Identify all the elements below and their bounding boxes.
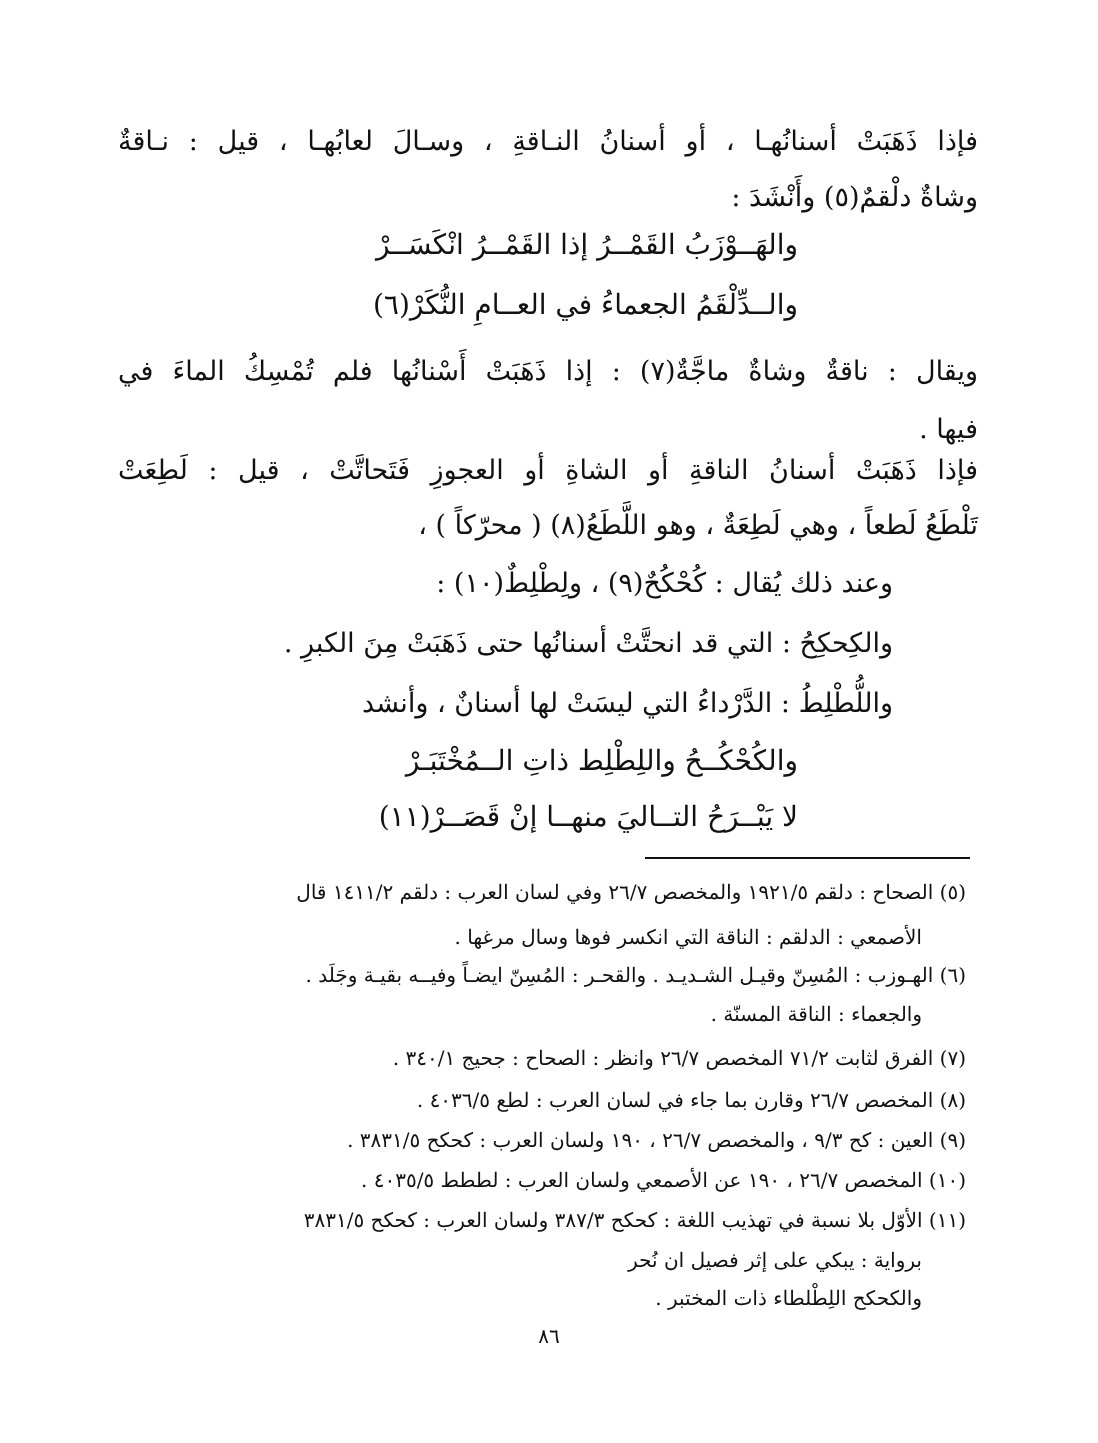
footnote-10: (١٠) المخصص ٢٦/٧ ، ١٩٠ عن الأصمعي ولسان العرب : لططط ٤٠٣٥/٥ . [361,1168,966,1192]
body-line: ويقال : ناقةٌ وشاةٌ ماجَّةٌ(٧) : إذا ذَهَبَتْ أَسْنانُها فلم تُمْسِكُ الماءَ في [118,356,979,387]
footnote-11-continued: والكحكح اللِطْلطاء ذات المختبر . [655,1286,922,1310]
body-line: تَلْطَعُ لَطعاً ، وهي لَطِعَةٌ ، وهو اللَّطَعُ(٨) ( محرّكاً ) ، [418,510,978,541]
footnote-9: (٩) العين : كح ٩/٣ ، والمخصص ٢٦/٧ ، ١٩٠ ولسان العرب : كحكح ٣٨٣١/٥ . [347,1128,966,1152]
footnote-11-continued: برواية : يبكي على إثر فصيل ان نُحر [628,1248,922,1272]
footnote-11: (١١) الأوّل بلا نسبة في تهذيب اللغة : كحكح ٣٨٧/٣ ولسان العرب : كحكح ٣٨٣١/٥ [303,1208,966,1232]
verse-line: والهَــوْزَبُ القَمْــرُ إذا القَمْــرُ انْكَسَــرْ [375,228,798,261]
verse-line: لا يَبْــرَحُ التــاليَ منهــا إنْ قَصَــرْ(١١) [378,800,798,833]
footnote-7: (٧) الفرق لثابت ٧١/٢ المخصص ٢٦/٧ وانظر : الصحاح : جحيج ٣٤٠/١ . [392,1046,966,1070]
footnote-divider [645,857,970,859]
body-line: واللُّطْلِطُ : الدَّرْداءُ التي ليسَتْ لها أسنانٌ ، وأنشد [362,688,893,719]
footnote-6-continued: والجعماء : الناقة المسنّة . [710,1002,922,1026]
footnote-5-continued: الأصمعي : الدلقم : الناقة التي انكسر فوها وسال مرغها . [454,925,922,949]
verse-line: والــدِّلْقَمُ الجعماءُ في العــامِ النُّكَرْ(٦) [372,288,798,321]
footnote-5: (٥) الصحاح : دلقم ١٩٢١/٥ والمخصص ٢٦/٧ وفي لسان العرب : دلقم ١٤١١/٢ قال [296,880,966,904]
body-line: فإذا ذَهَبَتْ أسنانُهـا ، أو أسنانُ النـاقةِ ، وسـالَ لعابُهـا ، قيل : نـاقةٌ [118,126,978,157]
page-number: ٨٦ [538,1324,560,1348]
body-line: وعند ذلك يُقال : كُحْكُحٌ(٩) ، ولِطْلِطٌ(١٠) : [436,568,893,599]
verse-line: والكُحْكُــحُ واللِطْلِط ذاتِ الــمُخْتَبَـرْ [405,744,798,777]
body-line: والكِحكِحُ : التي قد انحتَّتْ أسنانُها حتى ذَهَبَتْ مِنَ الكبرِ . [283,628,893,659]
body-line: فيها . [919,414,978,445]
footnote-6: (٦) الهـوزب : المُسِنّ وقيـل الشـديـد . والقحـر : المُسِنّ ايضـاً وفيــه بقيـة وجَلَد . [305,963,966,987]
body-line: وشاةٌ دلْقمٌ(٥) وأَنْشَدَ : [731,182,978,213]
footnote-8: (٨) المخصص ٢٦/٧ وقارن بما جاء في لسان العرب : لطع ٤٠٣٦/٥ . [416,1088,966,1112]
body-line: فإذا ذَهَبَتْ أسنانُ الناقةِ أو الشاةِ أو العجوزِ فَتَحاتَّتْ ، قيل : لَطِعَتْ [118,455,978,486]
